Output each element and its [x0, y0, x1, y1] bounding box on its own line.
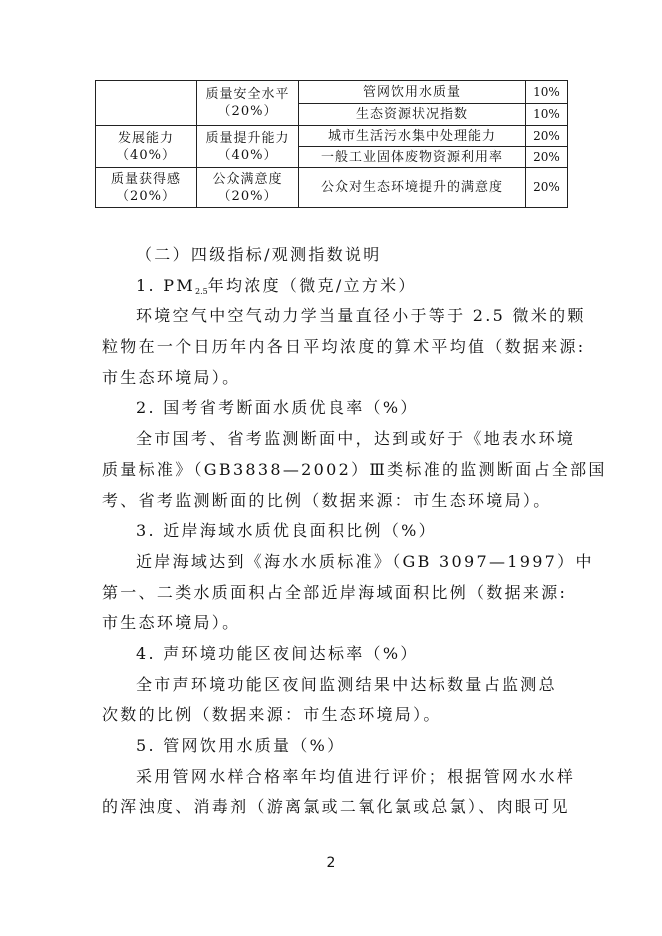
table-cell-level2 [197, 168, 299, 208]
cell-weight: （40%） [116, 147, 176, 163]
paragraph-line: 市生态环境局）。 [102, 613, 241, 633]
paragraph-line: 粒物在一个日历年内各日平均浓度的算术平均值（数据来源: [102, 337, 586, 357]
item-title: 5. 管网饮用水质量（%） [136, 736, 346, 755]
document-body [102, 240, 607, 823]
table-cell-level3: 生态资源状况指数 [299, 104, 526, 126]
item-title [102, 271, 562, 302]
table-row [96, 81, 568, 104]
paragraph-line: 近岸海域达到《海水水质标准》（GB 3097—1997）中 [136, 551, 594, 571]
cell-name: 质量提升能力 [205, 130, 290, 146]
paragraph-line: 市生态环境局）。 [102, 367, 241, 387]
table-row [96, 168, 568, 208]
item-title: 3. 近岸海域水质优良面积比例（%） [136, 521, 437, 541]
item-title-subscript: 2.5 [195, 286, 208, 296]
table-cell-level3: 城市生活污水集中处理能力 [299, 126, 526, 147]
indicator-table [95, 80, 568, 208]
table-cell-level2 [197, 126, 299, 168]
section-heading: （二）四级指标/观测指数说明 [136, 245, 382, 264]
paragraph-line: 质量标准》（GB3838—2002）Ⅲ类标准的监测断面占全部国 [102, 459, 607, 479]
cell-name: 公众满意度 [212, 171, 283, 187]
table-cell-level3: 一般工业固体废物资源利用率 [299, 147, 526, 168]
table-cell-level3: 管网饮用水质量 [299, 81, 526, 104]
table-cell-level1 [96, 126, 197, 168]
table-cell-weight: 20% [526, 126, 568, 147]
cell-name: 质量安全水平 [205, 87, 290, 102]
cell-name: 质量获得感 [110, 171, 181, 187]
paragraph-line: 次数的比例（数据来源：市生态环境局）。 [102, 705, 442, 725]
cell-name: 发展能力 [117, 130, 174, 146]
table-cell-weight: 10% [526, 104, 568, 126]
cell-weight: （20%） [217, 188, 278, 204]
table-cell-empty [96, 81, 197, 126]
paragraph-line: 采用管网水样合格率年均值进行评价；根据管网水水样 [136, 766, 576, 786]
table-cell-weight: 20% [526, 168, 568, 208]
item-title: 2. 国考省考断面水质优良率（%） [136, 398, 419, 418]
table-cell-level3: 公众对生态环境提升的满意度 [299, 168, 526, 208]
page-number: 2 [326, 855, 336, 871]
item-title-suffix: 年均浓度（微克/立方米） [207, 275, 417, 295]
item-title: 4. 声环境功能区夜间达标率（%） [136, 643, 419, 663]
cell-weight: （20%） [217, 104, 278, 119]
table-cell-level1 [96, 168, 197, 208]
cell-weight: （40%） [217, 147, 278, 163]
paragraph-line: 全市声环境功能区夜间监测结果中达标数量占监测总 [136, 674, 557, 694]
table-cell-level2 [197, 81, 299, 126]
table-cell-weight: 10% [526, 81, 568, 104]
paragraph-line: 考、省考监测断面的比例（数据来源：市生态环境局）。 [102, 490, 552, 510]
table-row [96, 126, 568, 147]
paragraph-line: 的浑浊度、消毒剂（游离氯或二氧化氯或总氯）、肉眼可见 [102, 797, 570, 817]
table-cell-weight: 20% [526, 147, 568, 168]
paragraph-line: 环境空气中空气动力学当量直径小于等于 2.5 微米的颗 [136, 306, 586, 326]
item-title-prefix: 1. PM [136, 275, 195, 295]
paragraph-line: 第一、二类水质面积占全部近岸海域面积比例（数据来源: [102, 582, 568, 602]
paragraph-line: 全市国考、省考监测断面中，达到或好于《地表水环境 [136, 429, 576, 449]
cell-weight: （20%） [116, 188, 176, 204]
